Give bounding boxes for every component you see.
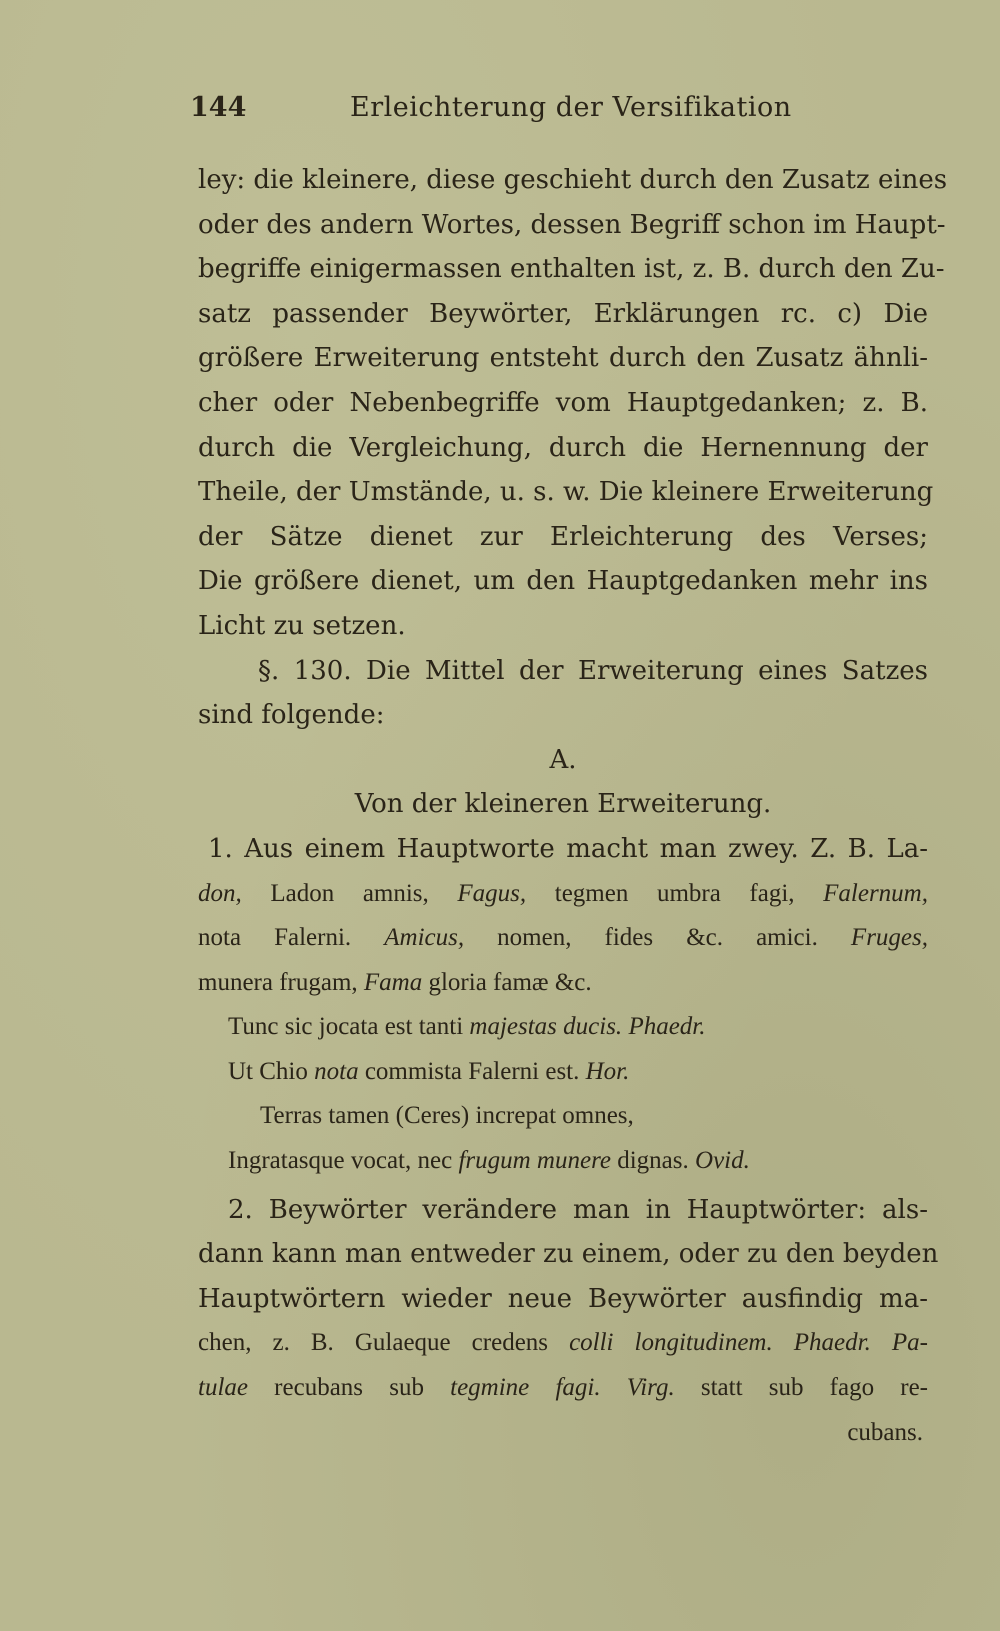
item-1-line — [198, 872, 928, 917]
item-2-emphasis: tulae — [198, 1374, 248, 1402]
body-text — [198, 158, 948, 1455]
latin-term: Fama — [363, 968, 423, 996]
latin-text: Ladon amnis, — [241, 879, 458, 907]
verse-line — [198, 1005, 928, 1050]
text-line: größere Erweiterung entsteht durch den Zusatz ähnli- — [198, 343, 928, 374]
text-line: ley: die kleinere, diese geschieht durch den Zusatz eines — [198, 165, 948, 195]
verse-source: Phaedr. — [622, 1013, 706, 1041]
verse-line — [198, 1050, 928, 1095]
item-1-line — [198, 916, 928, 961]
text-line: durch die Vergleichung, durch die Hernennung der — [198, 432, 928, 463]
item-2-emphasis: tegmine fagi. — [450, 1374, 601, 1402]
section-heading-title: Von der kleineren Erweiterung. — [354, 789, 772, 820]
latin-term: Falernum, — [823, 879, 928, 907]
verse-line — [198, 1139, 928, 1184]
page-number: 144 — [190, 92, 247, 123]
verse-text: Ingratasque vocat, nec — [228, 1147, 459, 1175]
latin-text: tegmen umbra fagi, — [526, 879, 824, 907]
text-line: satz passender Beywörter, Erklärungen rc. c) Die — [198, 298, 928, 329]
verse-emphasis: majestas ducis. — [469, 1013, 623, 1041]
text-line: cher oder Nebenbegriffe vom Hauptgedanken; z. B. — [198, 387, 928, 418]
running-head: Erleichterung der Versifikation — [350, 92, 792, 123]
verse-emphasis: frugum munere — [458, 1147, 611, 1175]
latin-term: don, — [198, 879, 242, 907]
item-2-text: chen, z. B. Gulaeque credens — [198, 1329, 570, 1357]
text-line: Theile, der Umstände, u. s. w. Die kleinere Erweiterung — [198, 477, 934, 508]
item-2-line: Hauptwörtern wieder neue Beywörter ausfindig ma- — [198, 1283, 928, 1314]
latin-text: gloria famæ &c. — [422, 968, 592, 996]
item-1-line — [198, 961, 928, 1006]
verse-source: Ovid. — [695, 1147, 750, 1175]
latin-term: Fruges, — [850, 924, 928, 952]
item-2-line — [198, 1366, 928, 1411]
item-2-text: recubans sub — [248, 1374, 451, 1402]
verse-text: Ut Chio — [228, 1057, 315, 1085]
latin-text: nomen, fides &c. amici. — [464, 924, 851, 952]
latin-term: Fagus, — [457, 879, 527, 907]
verse-emphasis: nota — [314, 1057, 359, 1085]
verse-text: commista Falerni est. — [358, 1057, 586, 1085]
text-line: Licht zu setzen. — [198, 610, 406, 641]
section-heading-letter: A. — [549, 744, 577, 775]
section-paragraph-line: §. 130. Die Mittel der Erweiterung eines Satzes — [258, 655, 928, 686]
item-2-line: 2. Beywörter verändere man in Hauptwörter: als- — [228, 1194, 928, 1225]
text-line: Die größere dienet, um den Hauptgedanken mehr ins — [198, 566, 928, 597]
verse-text: dignas. — [610, 1147, 696, 1175]
text-line: begriffe einigermassen enthalten ist, z. B. durch den Zu- — [198, 254, 945, 285]
item-2-source: Virg. — [600, 1374, 675, 1402]
item-2-emphasis: colli longitudinem. — [569, 1329, 773, 1357]
verse-line: Terras tamen (Ceres) increpat omnes, — [260, 1102, 634, 1130]
item-2-line — [198, 1321, 928, 1366]
item-2-line: cubans. — [847, 1418, 923, 1446]
text-line: oder des andern Wortes, dessen Begriff schon im Haupt- — [198, 209, 946, 240]
item-2-source: Phaedr. Pa- — [772, 1329, 928, 1357]
verse-source: Hor. — [585, 1057, 630, 1085]
section-paragraph-line: sind folgende: — [198, 700, 385, 731]
item-2-text: statt sub fago re- — [674, 1374, 928, 1402]
item-2-line: dann kann man entweder zu einem, oder zu den beyden — [198, 1239, 939, 1270]
latin-text: munera frugam, — [198, 968, 364, 996]
text-line: der Sätze dienet zur Erleichterung des Verses; — [198, 521, 928, 552]
item-1-line: 1. Aus einem Hauptworte macht man zwey. Z. B. La- — [208, 833, 928, 864]
verse-text: Tunc sic jocata est tanti — [228, 1013, 470, 1041]
latin-term: Amicus, — [384, 924, 465, 952]
latin-text: nota Falerni. — [198, 924, 385, 952]
